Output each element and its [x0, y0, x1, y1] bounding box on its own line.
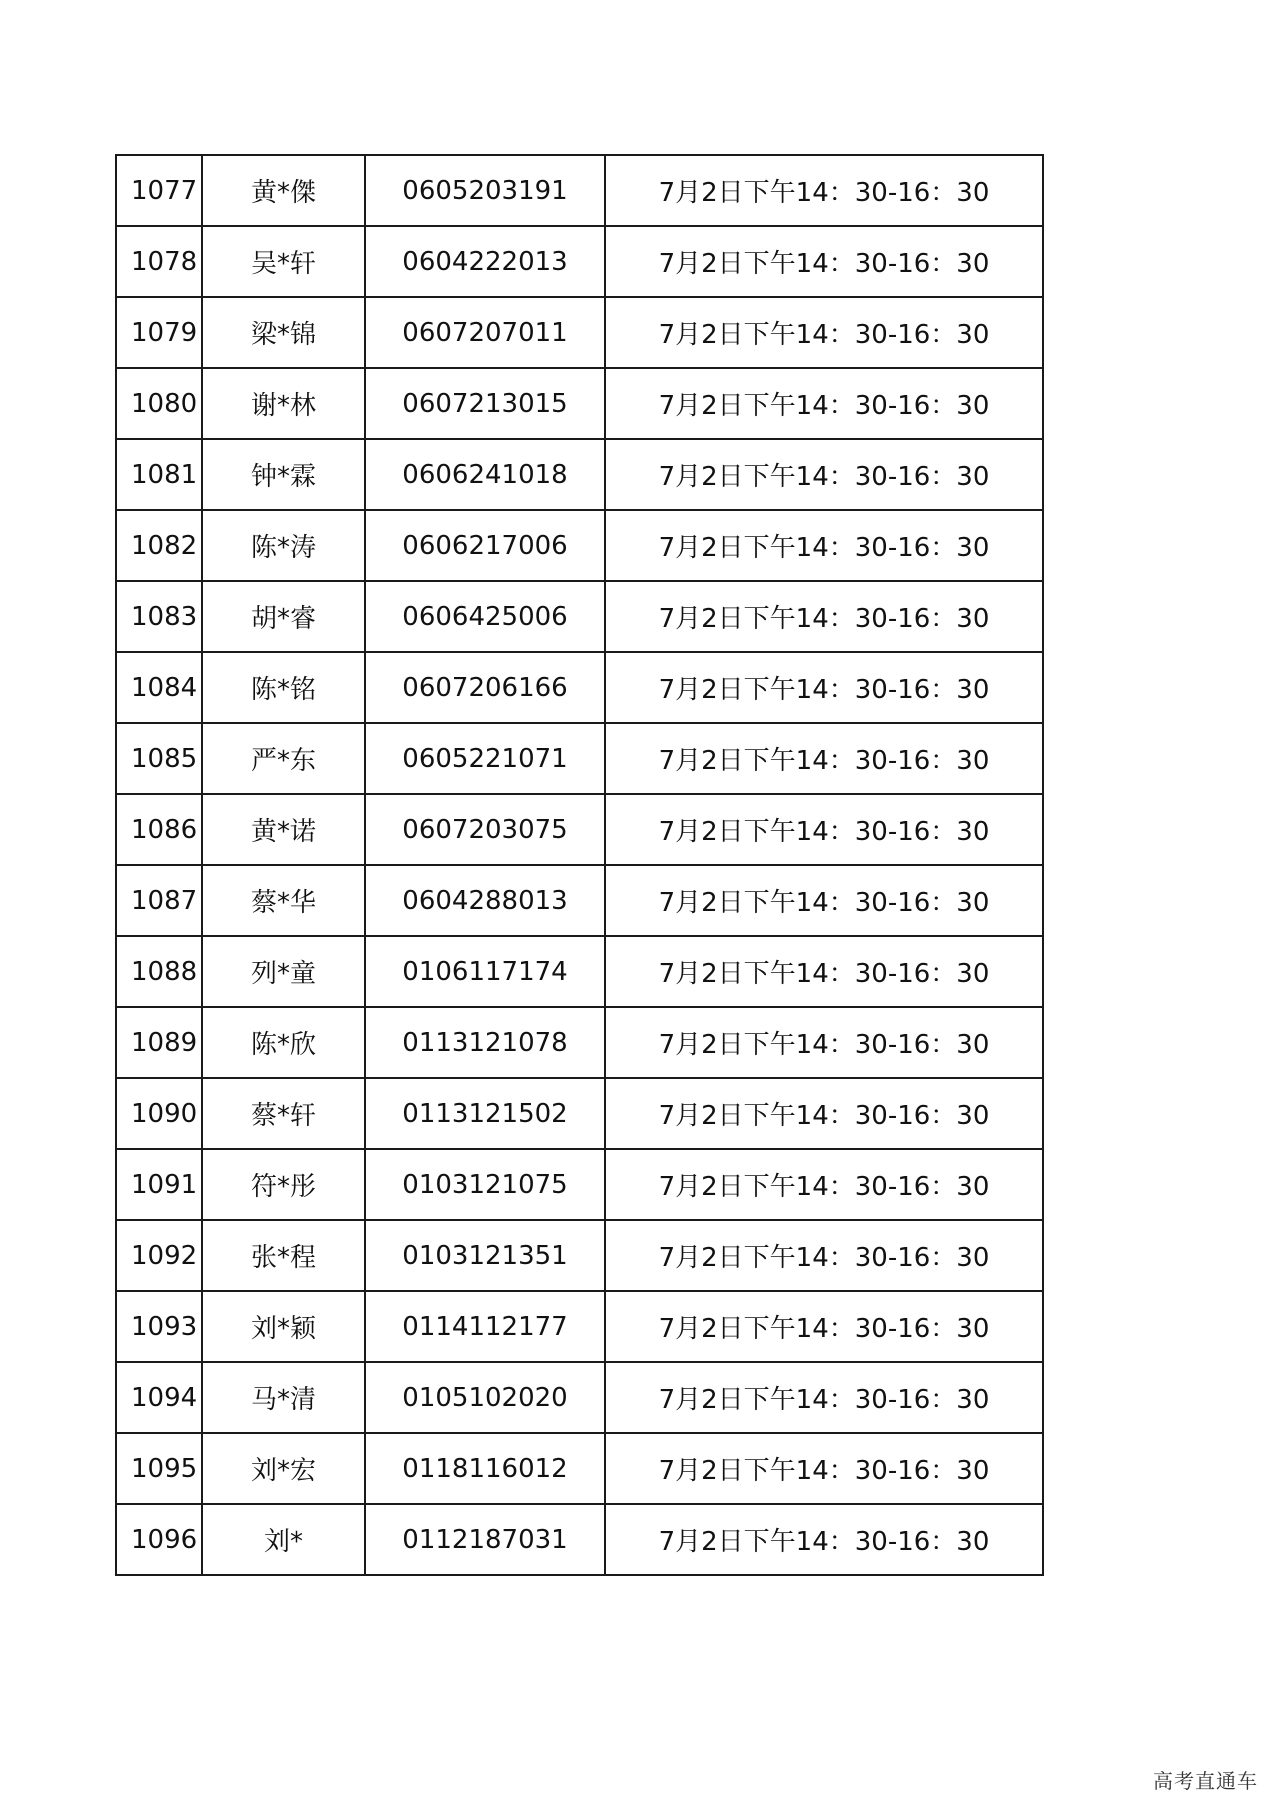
exam-id-cell: 0605203191	[365, 155, 605, 226]
name-cell: 梁*锦	[202, 297, 365, 368]
table-row	[116, 226, 1043, 297]
time-slot-cell: 7月2日下午14：30-16：30	[605, 439, 1043, 510]
table-row	[116, 794, 1043, 865]
row-number-cell: 1090	[116, 1078, 202, 1149]
table-row	[116, 865, 1043, 936]
exam-id-cell: 0605221071	[365, 723, 605, 794]
time-slot-cell: 7月2日下午14：30-16：30	[605, 1291, 1043, 1362]
time-slot-cell: 7月2日下午14：30-16：30	[605, 1433, 1043, 1504]
exam-id-cell: 0607203075	[365, 794, 605, 865]
time-slot-cell: 7月2日下午14：30-16：30	[605, 297, 1043, 368]
row-number-cell: 1084	[116, 652, 202, 723]
exam-id-cell: 0607206166	[365, 652, 605, 723]
table-row	[116, 1362, 1043, 1433]
row-number-cell: 1091	[116, 1149, 202, 1220]
time-slot-cell: 7月2日下午14：30-16：30	[605, 723, 1043, 794]
exam-id-cell: 0607213015	[365, 368, 605, 439]
name-cell: 刘*宏	[202, 1433, 365, 1504]
time-slot-cell: 7月2日下午14：30-16：30	[605, 936, 1043, 1007]
exam-id-cell: 0604288013	[365, 865, 605, 936]
name-cell: 列*童	[202, 936, 365, 1007]
time-slot-cell: 7月2日下午14：30-16：30	[605, 652, 1043, 723]
name-cell: 马*清	[202, 1362, 365, 1433]
exam-id-cell: 0606217006	[365, 510, 605, 581]
table-row	[116, 297, 1043, 368]
row-number-cell: 1095	[116, 1433, 202, 1504]
row-number-cell: 1096	[116, 1504, 202, 1575]
table-row	[116, 1291, 1043, 1362]
name-cell: 钟*霖	[202, 439, 365, 510]
exam-id-cell: 0604222013	[365, 226, 605, 297]
time-slot-cell: 7月2日下午14：30-16：30	[605, 1220, 1043, 1291]
time-slot-cell: 7月2日下午14：30-16：30	[605, 865, 1043, 936]
exam-id-cell: 0103121075	[365, 1149, 605, 1220]
table-row	[116, 1220, 1043, 1291]
name-cell: 陈*铭	[202, 652, 365, 723]
table-row	[116, 1433, 1043, 1504]
time-slot-cell: 7月2日下午14：30-16：30	[605, 1362, 1043, 1433]
row-number-cell: 1081	[116, 439, 202, 510]
time-slot-cell: 7月2日下午14：30-16：30	[605, 1007, 1043, 1078]
name-cell: 谢*林	[202, 368, 365, 439]
table-row	[116, 439, 1043, 510]
exam-id-cell: 0607207011	[365, 297, 605, 368]
time-slot-cell: 7月2日下午14：30-16：30	[605, 1149, 1043, 1220]
row-number-cell: 1077	[116, 155, 202, 226]
table-row	[116, 510, 1043, 581]
exam-id-cell: 0606425006	[365, 581, 605, 652]
row-number-cell: 1085	[116, 723, 202, 794]
exam-id-cell: 0112187031	[365, 1504, 605, 1575]
time-slot-cell: 7月2日下午14：30-16：30	[605, 226, 1043, 297]
exam-id-cell: 0105102020	[365, 1362, 605, 1433]
name-cell: 刘*颖	[202, 1291, 365, 1362]
row-number-cell: 1082	[116, 510, 202, 581]
name-cell: 张*程	[202, 1220, 365, 1291]
row-number-cell: 1078	[116, 226, 202, 297]
name-cell: 严*东	[202, 723, 365, 794]
exam-id-cell: 0106117174	[365, 936, 605, 1007]
name-cell: 刘*	[202, 1504, 365, 1575]
time-slot-cell: 7月2日下午14：30-16：30	[605, 794, 1043, 865]
exam-id-cell: 0103121351	[365, 1220, 605, 1291]
row-number-cell: 1093	[116, 1291, 202, 1362]
table-body	[116, 155, 1043, 1575]
exam-id-cell: 0114112177	[365, 1291, 605, 1362]
name-cell: 陈*涛	[202, 510, 365, 581]
name-cell: 陈*欣	[202, 1007, 365, 1078]
table-row	[116, 155, 1043, 226]
name-cell: 黄*诺	[202, 794, 365, 865]
name-cell: 吴*轩	[202, 226, 365, 297]
table-row	[116, 368, 1043, 439]
watermark-text: 高考直通车	[1153, 1769, 1258, 1793]
exam-id-cell: 0606241018	[365, 439, 605, 510]
name-cell: 黄*傑	[202, 155, 365, 226]
name-cell: 蔡*轩	[202, 1078, 365, 1149]
table-row	[116, 723, 1043, 794]
name-cell: 胡*睿	[202, 581, 365, 652]
row-number-cell: 1086	[116, 794, 202, 865]
name-cell: 符*彤	[202, 1149, 365, 1220]
row-number-cell: 1087	[116, 865, 202, 936]
time-slot-cell: 7月2日下午14：30-16：30	[605, 1504, 1043, 1575]
table-row	[116, 1504, 1043, 1575]
row-number-cell: 1079	[116, 297, 202, 368]
table-row	[116, 936, 1043, 1007]
time-slot-cell: 7月2日下午14：30-16：30	[605, 368, 1043, 439]
exam-id-cell: 0113121502	[365, 1078, 605, 1149]
row-number-cell: 1088	[116, 936, 202, 1007]
row-number-cell: 1089	[116, 1007, 202, 1078]
name-cell: 蔡*华	[202, 865, 365, 936]
table-row	[116, 581, 1043, 652]
time-slot-cell: 7月2日下午14：30-16：30	[605, 1078, 1043, 1149]
time-slot-cell: 7月2日下午14：30-16：30	[605, 155, 1043, 226]
time-slot-cell: 7月2日下午14：30-16：30	[605, 581, 1043, 652]
row-number-cell: 1083	[116, 581, 202, 652]
table-row	[116, 1149, 1043, 1220]
row-number-cell: 1092	[116, 1220, 202, 1291]
table-row	[116, 1078, 1043, 1149]
exam-id-cell: 0113121078	[365, 1007, 605, 1078]
time-slot-cell: 7月2日下午14：30-16：30	[605, 510, 1043, 581]
row-number-cell: 1080	[116, 368, 202, 439]
table-row	[116, 652, 1043, 723]
table-row	[116, 1007, 1043, 1078]
row-number-cell: 1094	[116, 1362, 202, 1433]
schedule-table	[115, 154, 1044, 1576]
exam-id-cell: 0118116012	[365, 1433, 605, 1504]
